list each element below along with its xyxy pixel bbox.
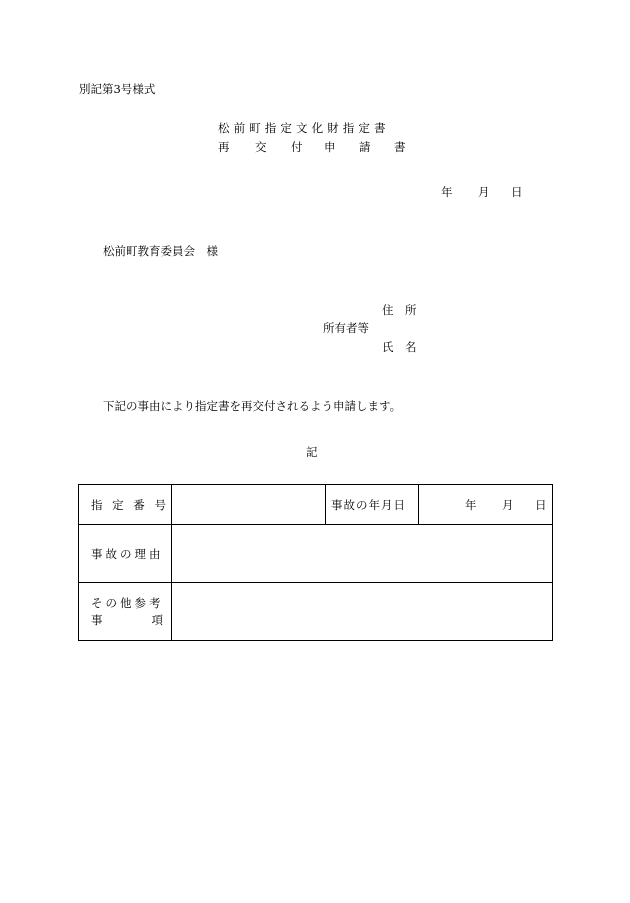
table-row bbox=[79, 583, 553, 641]
title-char: 交 bbox=[255, 140, 267, 154]
accident-date-label: 事故の年月日 bbox=[326, 485, 419, 525]
date-month-label: 月 bbox=[478, 185, 490, 199]
table-row bbox=[79, 525, 553, 583]
form-number: 別記第3号様式 bbox=[79, 82, 156, 96]
address-label: 住 所 bbox=[382, 303, 417, 317]
reason-field[interactable] bbox=[172, 525, 553, 583]
other-notes-label-line1: その他参考 bbox=[91, 595, 164, 610]
title-char: 書 bbox=[394, 140, 406, 154]
other-notes-field[interactable] bbox=[172, 583, 553, 641]
label-char: 項 bbox=[151, 612, 163, 627]
title-char: 申 bbox=[324, 140, 336, 154]
date-year-label: 年 bbox=[441, 185, 453, 199]
accident-month-label: 月 bbox=[502, 498, 514, 512]
accident-date-field[interactable] bbox=[419, 485, 553, 525]
addressee: 松前町教育委員会 様 bbox=[103, 244, 218, 258]
other-notes-label-line2 bbox=[91, 612, 163, 629]
title-char: 付 bbox=[291, 140, 303, 154]
table-row bbox=[79, 485, 553, 525]
date-day-label: 日 bbox=[511, 185, 523, 199]
title-char: 請 bbox=[359, 140, 371, 154]
request-statement: 下記の事由により指定書を再交付されるよう申請します。 bbox=[103, 399, 402, 413]
accident-day-label: 日 bbox=[535, 498, 547, 512]
label-char: 事 bbox=[91, 612, 103, 627]
accident-year-label: 年 bbox=[465, 498, 477, 512]
reason-label: 事故の理由 bbox=[79, 525, 172, 583]
document-title-line1: 松前町指定文化財指定書 bbox=[218, 121, 390, 135]
name-label: 氏 名 bbox=[382, 340, 417, 354]
other-notes-label bbox=[79, 583, 172, 641]
title-char: 再 bbox=[218, 140, 230, 154]
ki-heading: 記 bbox=[306, 445, 318, 459]
owner-label: 所有者等 bbox=[323, 321, 369, 335]
details-table bbox=[78, 484, 553, 641]
designation-number-label: 指 定 番 号 bbox=[79, 485, 172, 525]
designation-number-field[interactable] bbox=[172, 485, 326, 525]
